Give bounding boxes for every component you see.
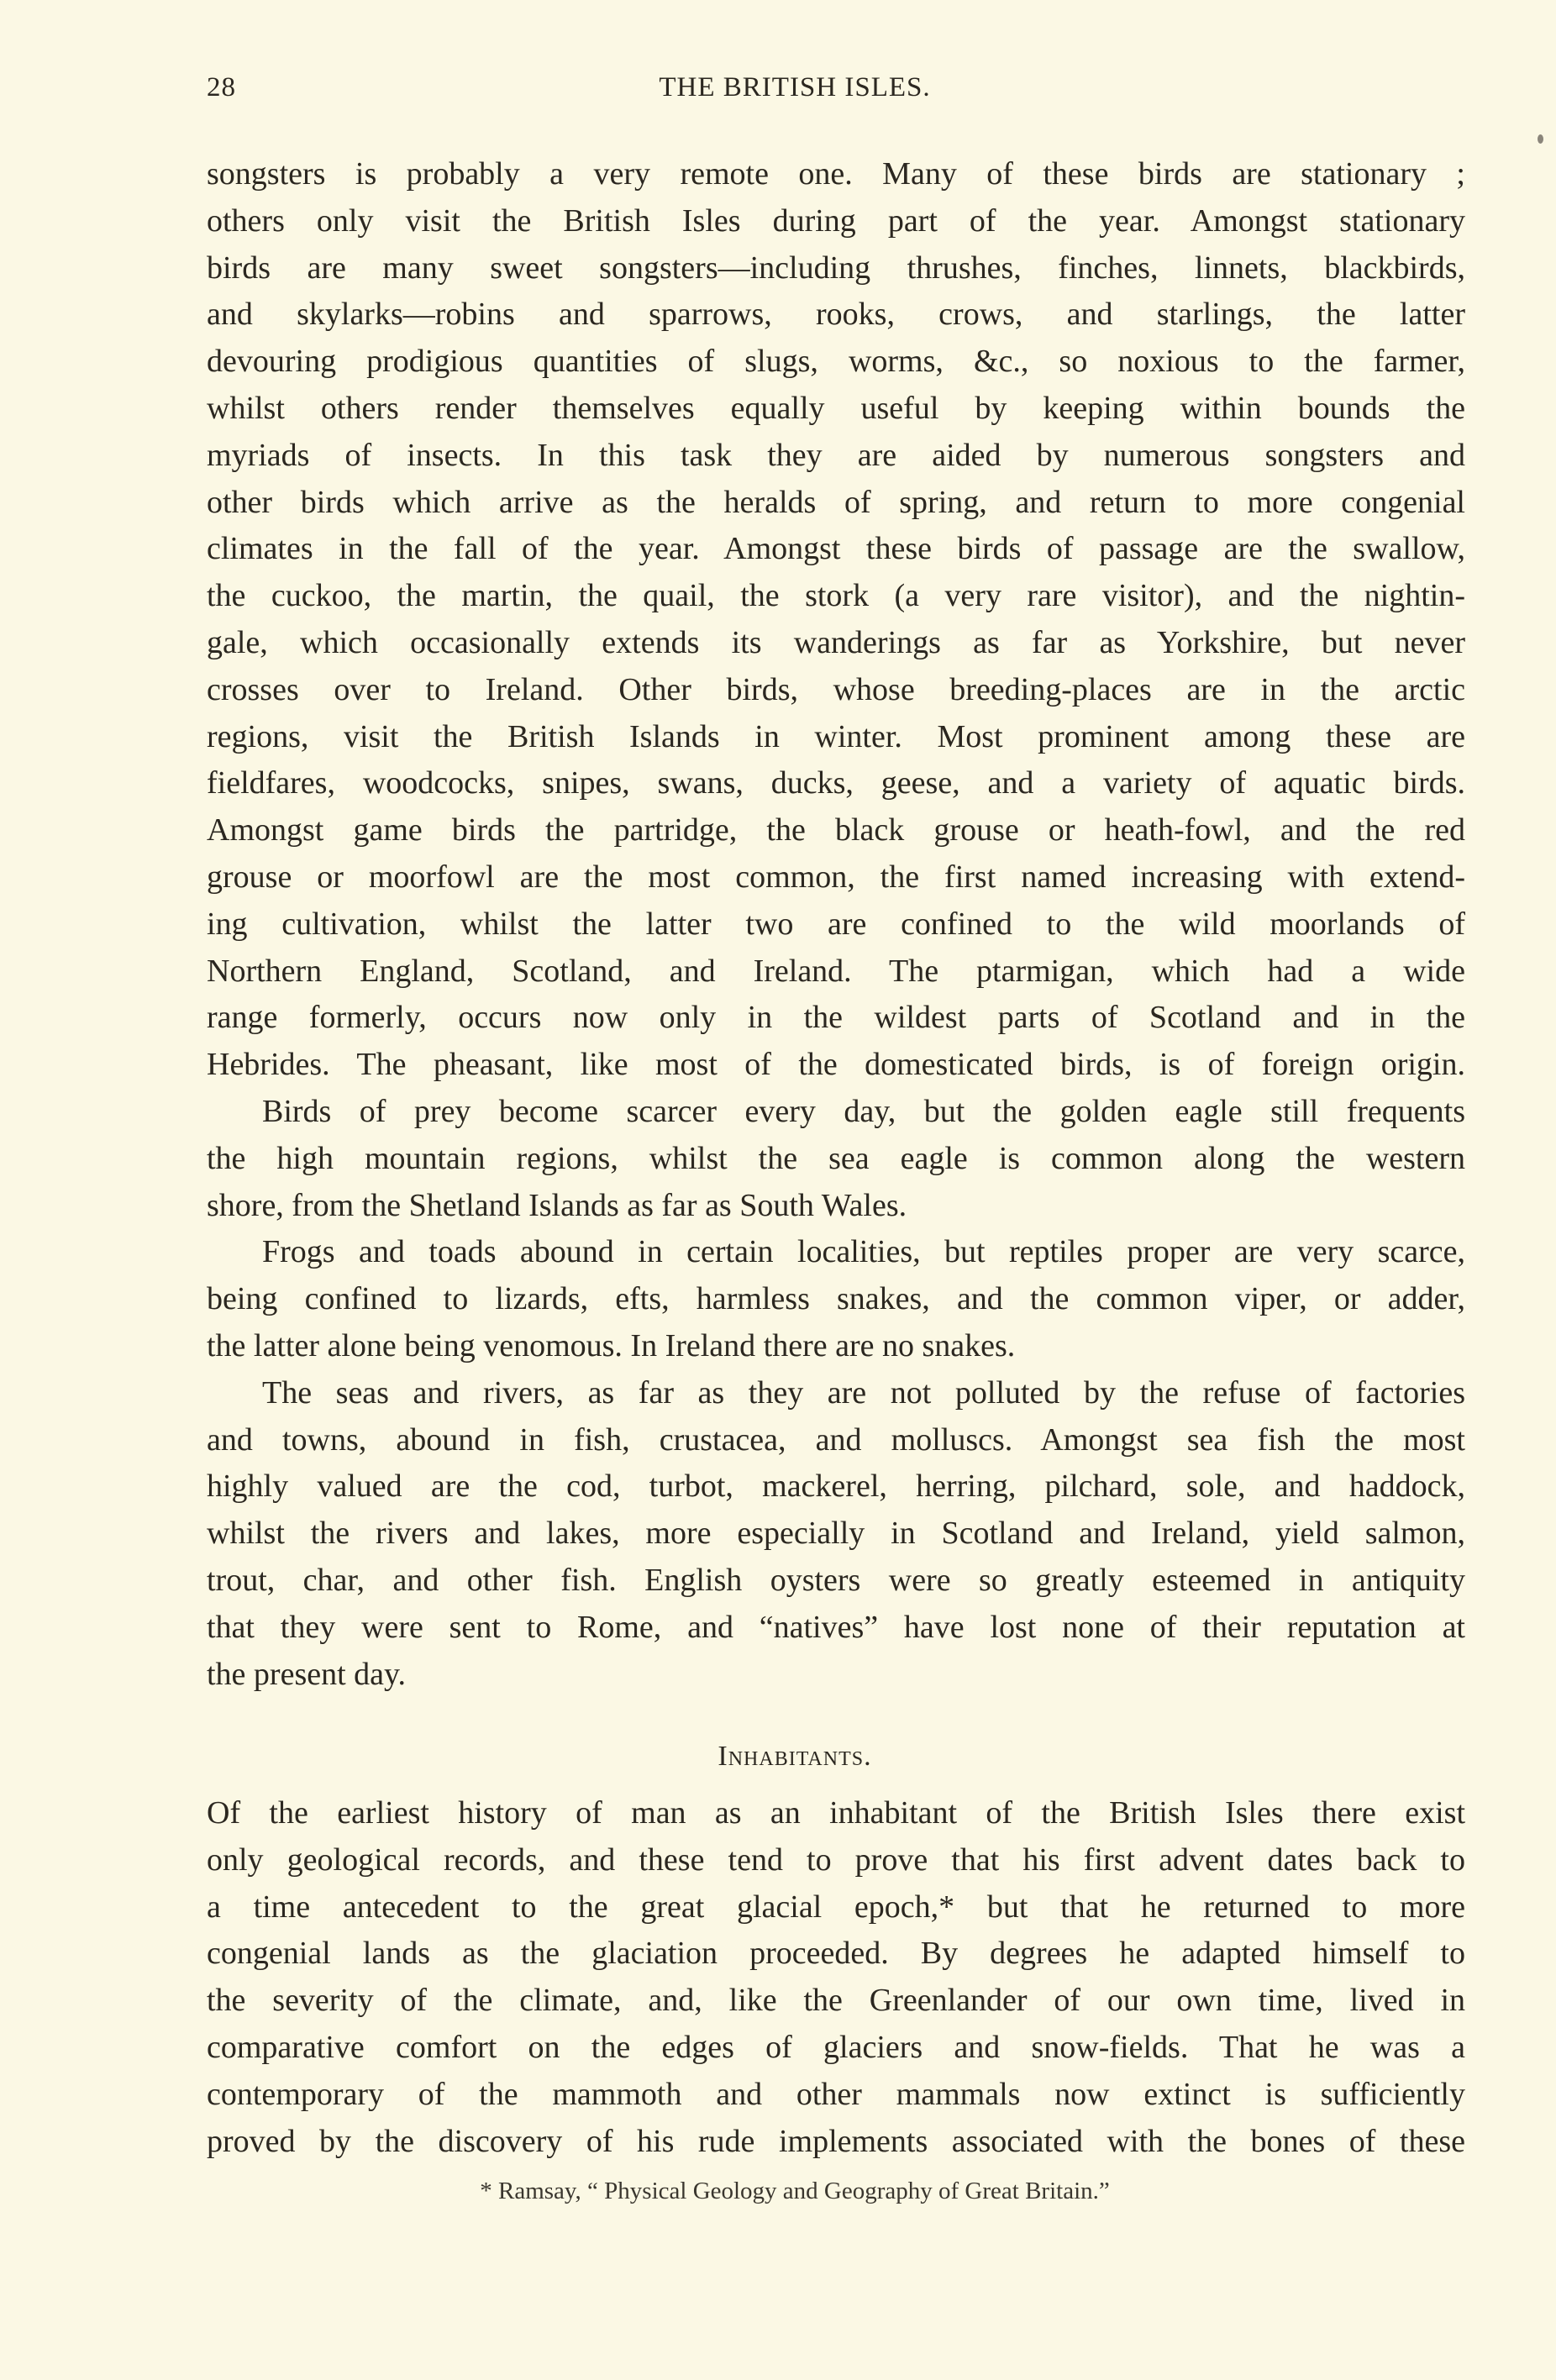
text-line: highly valued are the cod, turbot, mackerel, herring, pilchard, sole, and haddock,	[207, 1468, 1465, 1505]
text-line: Amongst game birds the partridge, the black grouse or heath-fowl, and the red	[207, 812, 1465, 848]
text-line: and towns, abound in fish, crustacea, and molluscs. Amongst sea fish the most	[207, 1421, 1465, 1458]
text-line: the high mountain regions, whilst the sea eagle is common along the western	[207, 1140, 1465, 1176]
text-line: ing cultivation, whilst the latter two are confined to the wild moorlands of	[207, 906, 1465, 942]
text-line: other birds which arrive as the heralds of spring, and return to more congenial	[207, 484, 1465, 520]
text-line: grouse or moorfowl are the most common, the first named increasing with extend-	[207, 859, 1465, 895]
text-line: whilst others render themselves equally useful by keeping within bounds the	[207, 390, 1465, 426]
text-line: gale, which occasionally extends its wanderings as far as Yorkshire, but never	[207, 624, 1465, 660]
text-line: Of the earliest history of man as an inhabitant of the British Isles there exist	[207, 1795, 1465, 1831]
text-line: that they were sent to Rome, and “natives” have lost none of their reputation at	[207, 1609, 1465, 1645]
body-text-block-1	[207, 151, 1465, 1698]
text-line: Frogs and toads abound in certain localities, but reptiles proper are very scarce,	[262, 1234, 1465, 1270]
text-line: the latter alone being venomous. In Ireland there are no snakes.	[207, 1327, 1016, 1363]
text-line: birds are many sweet songsters—including thrushes, finches, linnets, blackbirds,	[207, 250, 1465, 286]
text-line: the present day.	[207, 1656, 407, 1692]
running-title: THE BRITISH ISLES.	[659, 72, 931, 102]
text-line: proved by the discovery of his rude implements associated with the bones of these	[207, 2123, 1465, 2159]
footnote: * Ramsay, “ Physical Geology and Geography of Great Britain.”	[480, 2178, 1110, 2204]
text-line: climates in the fall of the year. Amongst these birds of passage are the swallow,	[207, 531, 1465, 567]
text-line: devouring prodigious quantities of slugs, worms, &c., so noxious to the farmer,	[207, 344, 1465, 380]
text-line: being confined to lizards, efts, harmless snakes, and the common viper, or adder,	[207, 1281, 1465, 1317]
section-heading: Inhabitants.	[718, 1741, 872, 1772]
text-line: fieldfares, woodcocks, snipes, swans, ducks, geese, and a variety of aquatic birds.	[207, 765, 1465, 801]
scan-speck	[1538, 134, 1543, 144]
text-line: the cuckoo, the martin, the quail, the stork (a very rare visitor), and the nightin-	[207, 578, 1465, 614]
text-line: myriads of insects. In this task they are aided by numerous songsters and	[207, 437, 1465, 473]
text-line: the severity of the climate, and, like the Greenlander of our own time, lived in	[207, 1983, 1465, 2019]
text-line: songsters is probably a very remote one. Many of these birds are stationary ;	[207, 156, 1465, 192]
page-number: 28	[207, 72, 236, 102]
text-line: contemporary of the mammoth and other mammals now extinct is sufficiently	[207, 2076, 1465, 2112]
text-line: and skylarks—robins and sparrows, rooks, crows, and starlings, the latter	[207, 297, 1465, 333]
text-line: only geological records, and these tend to prove that his first advent dates back to	[207, 1841, 1465, 1878]
text-line: Birds of prey become scarcer every day, but the golden eagle still frequents	[262, 1093, 1465, 1129]
body-text-block-2	[207, 1790, 1465, 2165]
text-line: trout, char, and other fish. English oysters were so greatly esteemed in antiquity	[207, 1562, 1465, 1598]
text-line: crosses over to Ireland. Other birds, whose breeding-places are in the arctic	[207, 671, 1465, 707]
text-line: regions, visit the British Islands in winter. Most prominent among these are	[207, 718, 1465, 754]
text-line: range formerly, occurs now only in the wildest parts of Scotland and in the	[207, 1000, 1465, 1036]
text-line: The seas and rivers, as far as they are not polluted by the refuse of factories	[262, 1374, 1465, 1411]
text-line: Northern England, Scotland, and Ireland. The ptarmigan, which had a wide	[207, 953, 1465, 989]
text-line: shore, from the Shetland Islands as far as South Wales.	[207, 1187, 907, 1223]
text-line: others only visit the British Isles during part of the year. Amongst stationary	[207, 202, 1465, 239]
text-line: whilst the rivers and lakes, more especially in Scotland and Ireland, yield salmon,	[207, 1516, 1465, 1552]
text-line: a time antecedent to the great glacial epoch,* but that he returned to more	[207, 1889, 1465, 1925]
text-line: comparative comfort on the edges of glaciers and snow-fields. That he was a	[207, 2029, 1465, 2065]
text-line: Hebrides. The pheasant, like most of the domesticated birds, is of foreign origin.	[207, 1047, 1465, 1083]
text-line: congenial lands as the glaciation proceeded. By degrees he adapted himself to	[207, 1936, 1465, 1972]
